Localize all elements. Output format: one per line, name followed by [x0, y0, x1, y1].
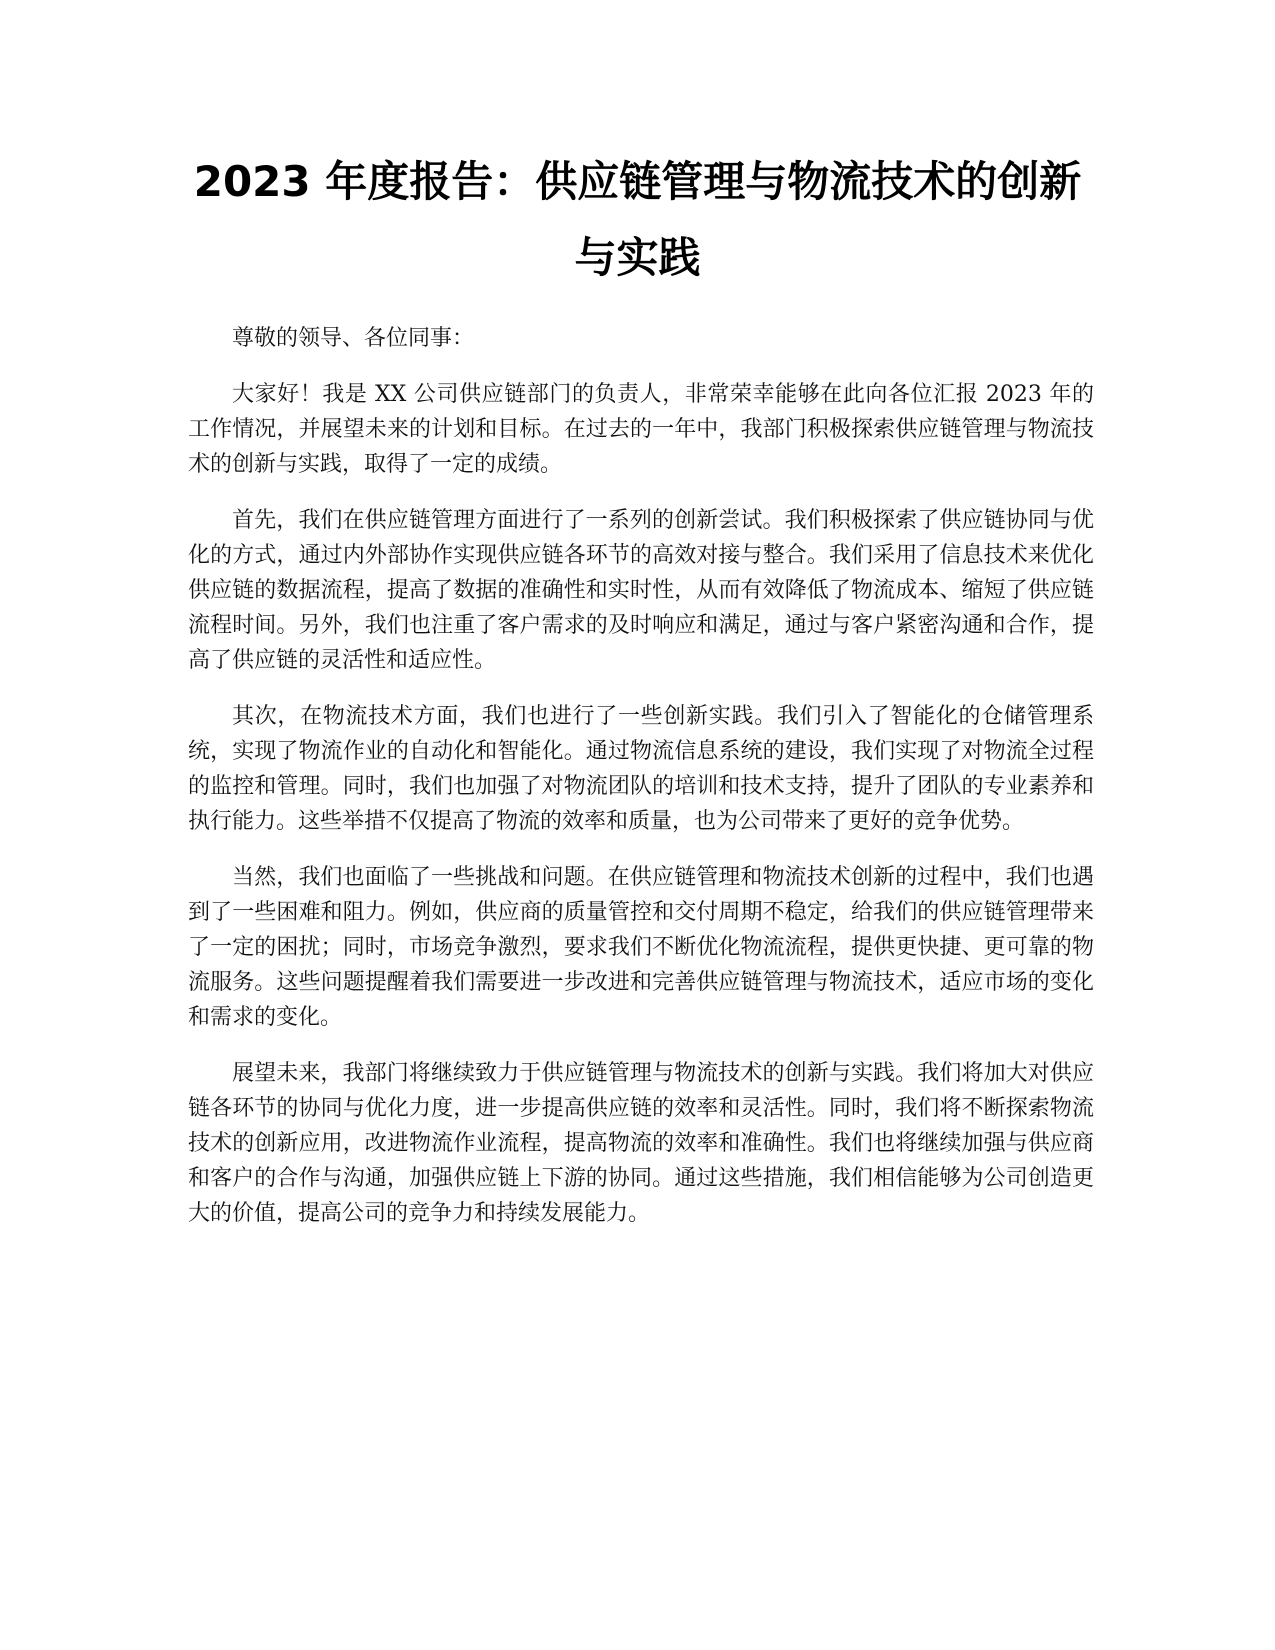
body-paragraph: 当然，我们也面临了一些挑战和问题。在供应链管理和物流技术创新的过程中，我们也遇到了一些困难和阻力。例如，供应商的质量管控和交付周期不稳定，给我们的供应链管理带来了一定的困扰；同时，市场竞争激烈，要求我们不断优化物流流程，提供更快捷、更可靠的物流服务。这些问题提醒着我们需要进一步改进和完善供应链管理与物流技术，适应市场的变化和需求的变化。	[188, 865, 1094, 1030]
body-paragraph: 大家好！我是 XX 公司供应链部门的负责人，非常荣幸能够在此向各位汇报 2023 年的工作情况，并展望未来的计划和目标。在过去的一年中，我部门积极探索供应链管理与物流技术的创新与实践，取得了一定的成绩。	[188, 382, 1094, 477]
body-paragraph: 首先，我们在供应链管理方面进行了一系列的创新尝试。我们积极探索了供应链协同与优化的方式，通过内外部协作实现供应链各环节的高效对接与整合。我们采用了信息技术来优化供应链的数据流程，提高了数据的准确性和实时性，从而有效降低了物流成本、缩短了供应链流程时间。另外，我们也注重了客户需求的及时响应和满足，通过与客户紧密沟通和合作，提高了供应链的灵活性和适应性。	[188, 508, 1094, 673]
body-paragraph: 其次，在物流技术方面，我们也进行了一些创新实践。我们引入了智能化的仓储管理系统，实现了物流作业的自动化和智能化。通过物流信息系统的建设，我们实现了对物流全过程的监控和管理。同时，我们也加强了对物流团队的培训和技术支持，提升了团队的专业素养和执行能力。这些举措不仅提高了物流的效率和质量，也为公司带来了更好的竞争优势。	[188, 704, 1094, 834]
document-body	[188, 321, 1094, 1252]
document-title: 2023 年度报告：供应链管理与物流技术的创新与实践	[193, 157, 1082, 282]
body-paragraph: 展望未来，我部门将继续致力于供应链管理与物流技术的创新与实践。我们将加大对供应链各环节的协同与优化力度，进一步提高供应链的效率和灵活性。同时，我们将不断探索物流技术的创新应用，改进物流作业流程，提高物流的效率和准确性。我们也将继续加强与供应商和客户的合作与沟通，加强供应链上下游的协同。通过这些措施，我们相信能够为公司创造更大的价值，提高公司的竞争力和持续发展能力。	[188, 1061, 1094, 1226]
salutation-paragraph: 尊敬的领导、各位同事：	[232, 326, 475, 351]
